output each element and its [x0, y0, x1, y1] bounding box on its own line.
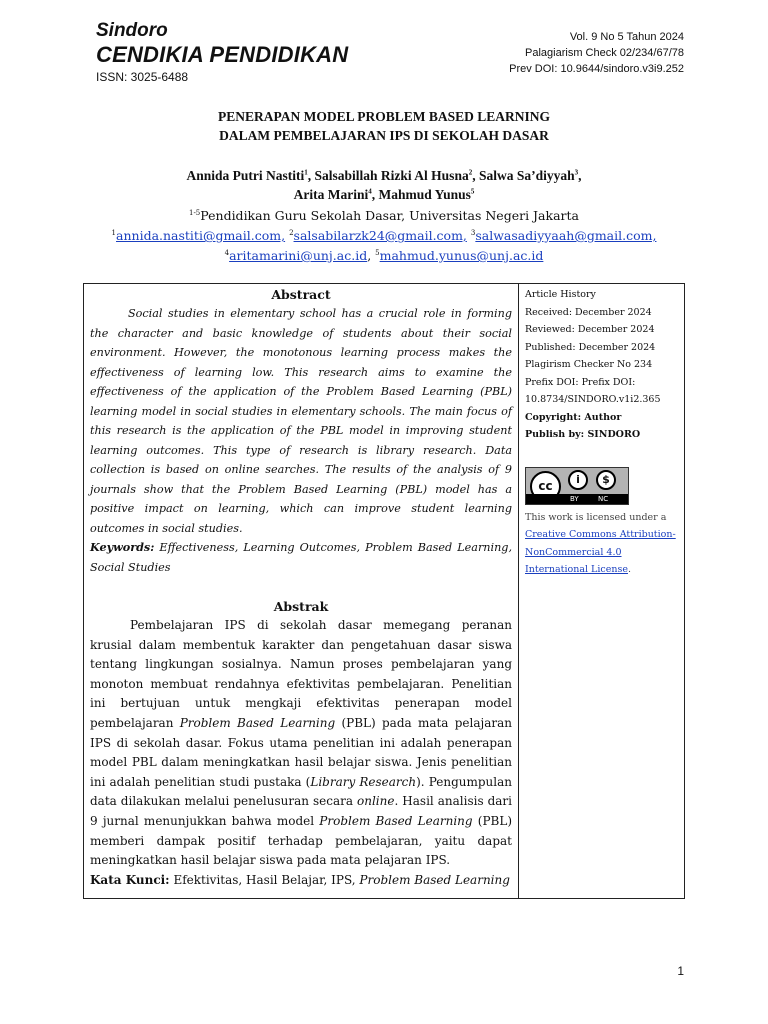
abstract-text: Social studies in elementary school has a crucial role in forming the character and basic knowledge of students about their social environment. However, the monotonous learning process makes the effectiveness of learning low. This research aims to examine the effectiveness of the application of the Problem Based Learning (PBL) learning model in social studies in elementary schools. The main focus of this research is the application of the PBL model in improving student learning outcomes. This type of research is library research. Data collection is based on online searches. The results of the analysis of 9 journals show that the Problem Based Learning (PBL) model has a positive impact on learning, which can improve student learning outcomes in social studies. [90, 307, 512, 535]
abstrak-italic: Problem Based Learning [179, 715, 336, 730]
badge-nc-label: NC [598, 494, 609, 503]
author-name: Annida Putri Nastiti [186, 168, 305, 183]
author-name: Salsabillah Rizki Al Husna [314, 168, 469, 183]
license-link[interactable]: Creative Commons Attribution-NonCommercial 4.0 International License [525, 529, 676, 575]
abstract-table [83, 283, 685, 899]
abstrak-heading: Abstrak [273, 599, 329, 614]
author-name: Arita Marini [293, 187, 369, 202]
author-list: Annida Putri Nastiti$^1$, Salsabillah Rizki Al Husna$^2$, Salwa Sa’diyyah$^3$, Arita Marini$^4$, Mahmud Yunus$^5$ [186, 168, 582, 202]
page-number: 1 [677, 964, 684, 978]
kata-kunci-italic: Problem Based Learning [359, 872, 510, 887]
volume-info: Vol. 9 No 5 Tahun 2024 [569, 31, 684, 43]
abstrak-text: . Hasil analisis dari 9 jurnal menunjukkan bahwa model [90, 794, 512, 828]
kata-kunci-text: Efektivitas, Hasil Belajar, IPS, [169, 872, 360, 887]
abstrak-body-id [90, 616, 512, 871]
abstrak-italic: Problem Based Learning [319, 813, 473, 828]
email-sup: 1 [111, 228, 117, 237]
journal-title: CENDIKIA PENDIDIKAN [96, 42, 349, 67]
abstract-column [84, 284, 519, 898]
license-text [525, 509, 678, 579]
license-suffix: . [627, 564, 631, 575]
keywords-id [90, 871, 512, 891]
email-link[interactable]: aritamarini@unj.ac.id [229, 248, 368, 263]
received-date: Received: December 2024 [525, 306, 652, 318]
email-link[interactable]: mahmud.yunus@unj.ac.id [379, 248, 544, 263]
prefix-doi: Prefix DOI: Prefix DOI: [525, 376, 636, 388]
affiliation-text: Pendidikan Guru Sekolah Dasar, Universitas Negeri Jakarta [200, 208, 579, 223]
issue-info [509, 29, 684, 77]
email-link[interactable]: salsabilarzk24@gmail.com, [293, 228, 467, 243]
copyright: Copyright: Author [525, 411, 622, 423]
email-link[interactable]: salwasadiyyaah@gmail.com, [475, 228, 657, 243]
noncommercial-icon: $ [596, 470, 616, 490]
author-sup: 4 [368, 187, 372, 196]
author-sup: 5 [470, 187, 475, 196]
author-sup: 3 [574, 168, 579, 177]
title-line-2: DALAM PEMBELAJARAN IPS DI SEKOLAH DASAR [219, 128, 549, 143]
kata-kunci-label: Kata Kunci: [90, 872, 170, 887]
author-sup: 2 [468, 168, 473, 177]
title-line-1: PENERAPAN MODEL PROBLEM BASED LEARNING [217, 109, 551, 124]
cc-license-badge[interactable] [525, 467, 629, 505]
prev-doi: Prev DOI: 10.9644/sindoro.v3i9.252 [509, 63, 684, 75]
email-sup: 3 [470, 228, 476, 237]
publisher: Publish by: SINDORO [525, 429, 641, 440]
article-history-column [519, 284, 684, 898]
affiliation [84, 206, 684, 225]
email-sup: 2 [289, 228, 294, 237]
author-name: Mahmud Yunus [378, 187, 471, 202]
keywords-en [90, 538, 512, 577]
paper-title [84, 107, 684, 145]
badge-by-label: BY [570, 494, 579, 503]
abstrak-text: (PBL) memberi dampak positif terhadap pembelajaran, yaitu dapat meningkatkan hasil belajar siswa pada mata pelajaran IPS. [90, 813, 512, 868]
abstrak-text: ). Pengumpulan data dilakukan melalui penelusuran secara [90, 774, 512, 809]
abstrak-italic: online [357, 794, 395, 809]
affiliation-sup: 1-5 [188, 208, 201, 217]
author-name: Salwa Sa’diyyah [478, 168, 575, 183]
keywords-label: Keywords: [90, 540, 155, 554]
reviewed-date: Reviewed: December 2024 [525, 324, 655, 335]
journal-header [96, 20, 348, 85]
abstrak-text: (PBL) pada mata pelajaran IPS di sekolah dasar. Fokus utama penelitian ini adalah penerapan model PBL dalam meningkatkan hasil belajar siswa. Jenis penelitian ini adalah penelitian studi pustaka ( [90, 715, 513, 789]
issn: ISSN: 3025-6488 [96, 70, 189, 84]
attribution-icon: i [568, 470, 588, 490]
email-sup: 5 [375, 248, 380, 257]
license-prefix: This work is licensed under a [525, 511, 667, 523]
abstract-heading: Abstract [271, 287, 331, 302]
abstrak-italic: Library Research [310, 774, 417, 789]
cc-icon: cc [530, 471, 561, 502]
publisher-brand: Sindoro [96, 20, 168, 41]
email-list: $^1$annida.nastiti@gmail.com, $^2$salsabilarzk24@gmail.com, $^3$salwasadiyyaah@gmail.com, $^4$aritamarini@unj.ac.id, $^5$mahmud.yunus@unj.ac.id [111, 228, 657, 263]
plagiarism-checker: Plagirism Checker No 234 [525, 359, 653, 370]
prefix-doi-value: 10.8734/SINDORO.v1i2.365 [525, 394, 661, 405]
keywords-text: Effectiveness, Learning Outcomes, Problem Based Learning, Social Studies [90, 541, 513, 574]
published-date: Published: December 2024 [525, 341, 656, 353]
email-sup: 4 [224, 248, 230, 257]
author-sup: 1 [304, 168, 308, 177]
abstrak-text: Pembelajaran IPS di sekolah dasar memegang peranan krusial dalam membentuk karakter dan pengetahuan dasar siswa tentang lingkungan sosialnya. Namun proses pembelajaran yang monoton membuat rendahnya efektivitas pembelajaran. Penelitian ini bertujuan untuk mengkaji efektivitas penerapan model pembelajaran [90, 618, 512, 730]
article-history-heading: Article History [525, 289, 596, 300]
email-link[interactable]: annida.nastiti@gmail.com, [116, 228, 286, 243]
abstract-body-en [90, 304, 512, 538]
plagiarism-check: Palagiarism Check 02/234/67/78 [525, 47, 684, 59]
